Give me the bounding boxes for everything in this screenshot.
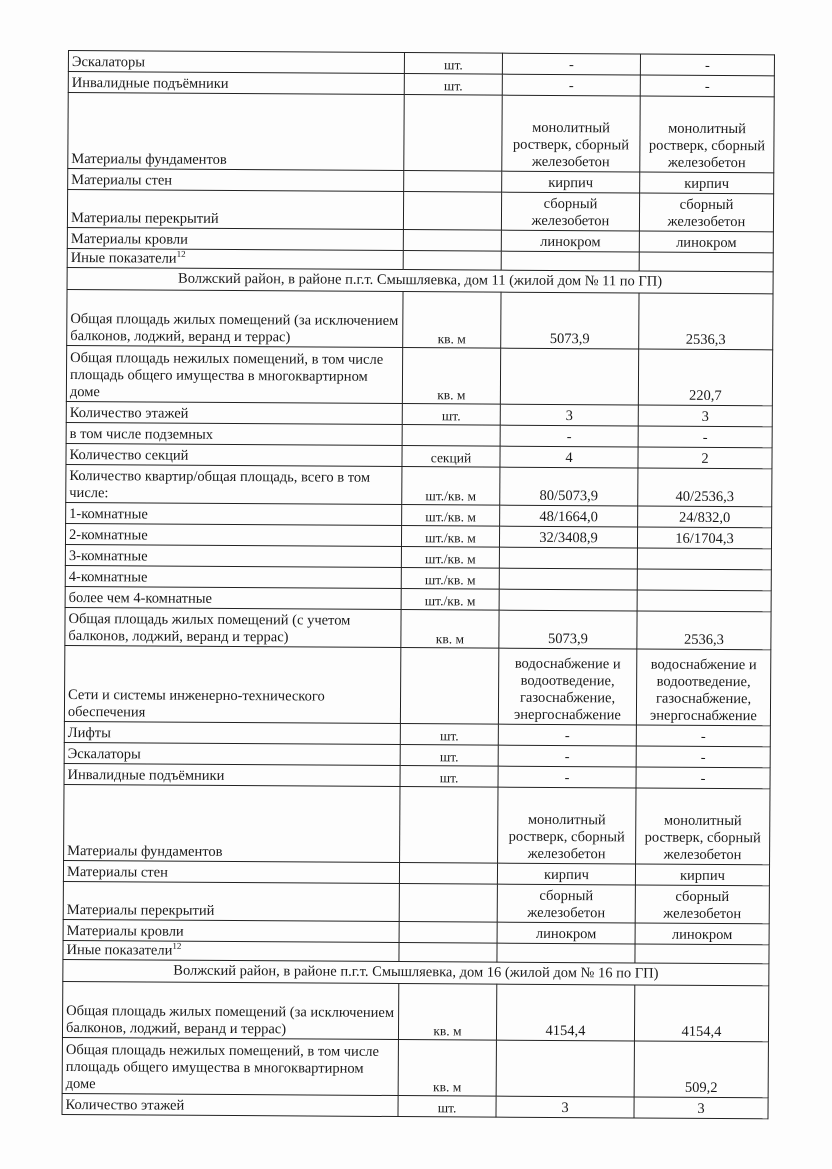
table-row <box>62 981 768 1041</box>
row-label: Общая площадь жилых помещений (с учетом балконов, лоджий, веранд и террас) <box>68 611 351 646</box>
unit-cell <box>403 230 501 252</box>
value-cell-1: - <box>498 724 636 746</box>
row-label: Общая площадь нежилых помещений, в том числе площадь общего имущества в многоквартирном доме <box>65 1042 379 1093</box>
row-label-cell <box>65 544 401 567</box>
unit-cell: шт. <box>404 53 502 75</box>
unit-cell: кв. м <box>398 1040 496 1097</box>
value-cell-2: 16/1704,3 <box>637 527 771 549</box>
table-body <box>62 51 774 1119</box>
value-cell-1: 3 <box>500 404 638 426</box>
row-label: Количество этажей <box>69 405 189 422</box>
document-sheet <box>61 50 773 1119</box>
value-cell-1 <box>499 547 637 569</box>
value-cell-2: - <box>636 746 770 768</box>
value-cell-1: - <box>502 53 640 75</box>
row-label-cell <box>67 190 403 230</box>
value-cell-1: монолитный ростверк, сборный железобетон <box>498 787 636 864</box>
unit-cell: кв. м <box>401 610 499 649</box>
row-label-cell <box>62 1037 398 1095</box>
row-label-cell <box>68 51 404 74</box>
section-header: Волжский район, в районе п.г.т. Смышляевка, дом 16 (жилой дом № 16 по ГП) <box>63 959 769 985</box>
row-label-cell <box>64 763 400 786</box>
row-label-cell <box>65 565 401 588</box>
value-cell-1: линокром <box>501 230 639 252</box>
unit-cell: кв. м <box>403 292 501 349</box>
unit-cell: шт./кв. м <box>401 526 499 548</box>
building-parameters-table <box>61 50 774 1119</box>
value-cell-1: 4 <box>500 446 638 468</box>
unit-cell <box>404 95 502 172</box>
row-label: Материалы фундаментов <box>71 151 227 168</box>
value-cell-2: линокром <box>639 231 773 253</box>
row-label-cell <box>65 523 401 546</box>
value-cell-2: 4154,4 <box>634 985 768 1042</box>
value-cell-1: - <box>500 425 638 447</box>
row-label: Эскалаторы <box>71 54 146 71</box>
value-cell-2: кирпич <box>635 864 769 886</box>
value-cell-2: монолитный ростверк, сборный железобетон <box>640 96 774 173</box>
value-cell-1 <box>499 568 637 590</box>
row-label-cell <box>66 464 402 504</box>
table-row <box>62 1037 768 1097</box>
row-label: Общая площадь нежилых помещений, в том числе площадь общего имущества в многоквартирном доме <box>69 350 384 401</box>
row-label-cell <box>63 860 399 883</box>
row-label: Иные показатели <box>70 250 177 267</box>
table-row <box>64 784 770 864</box>
row-label-cell <box>66 422 402 445</box>
row-label: Количество этажей <box>65 1097 185 1114</box>
row-label-cell <box>65 607 401 647</box>
row-label: Общая площадь жилых помещений (за исключением балконов, лоджий, веранд и террас) <box>65 1003 395 1038</box>
value-cell-1: кирпич <box>497 863 635 885</box>
row-label: Эскалаторы <box>67 746 141 763</box>
value-cell-1: монолитный ростверк, сборный железобетон <box>502 95 640 172</box>
unit-cell <box>399 943 497 963</box>
unit-cell <box>403 251 501 271</box>
unit-cell <box>403 192 501 231</box>
unit-cell: шт./кв. м <box>401 589 499 611</box>
row-label-cell <box>68 72 404 95</box>
value-cell-1 <box>497 943 635 963</box>
row-label-cell <box>64 721 400 744</box>
value-cell-1: - <box>498 745 636 767</box>
row-label: 3-комнатные <box>68 548 148 565</box>
value-cell-1: кирпич <box>502 171 640 193</box>
value-cell-2: 220,7 <box>638 349 772 406</box>
value-cell-1: линокром <box>497 922 635 944</box>
row-label: 2-комнатные <box>68 527 148 544</box>
footnote-ref: 12 <box>172 940 182 951</box>
value-cell-2: - <box>640 54 774 76</box>
unit-cell: шт. <box>402 404 500 426</box>
unit-cell <box>400 648 498 725</box>
value-cell-1: водоснабжение и водоотведение, газоснабжение, энергоснабжение <box>498 648 636 725</box>
row-label-cell <box>64 645 400 723</box>
value-cell-1 <box>500 348 638 405</box>
row-label-cell <box>67 227 403 250</box>
value-cell-1: 80/5073,9 <box>500 467 638 506</box>
unit-cell: шт. <box>400 724 498 746</box>
table-row <box>68 93 774 173</box>
unit-cell: кв. м <box>402 348 500 405</box>
unit-cell: шт. <box>400 745 498 767</box>
unit-cell <box>400 787 498 864</box>
value-cell-1 <box>501 251 639 271</box>
row-label: Материалы стен <box>71 172 173 189</box>
table-row <box>64 645 770 725</box>
value-cell-2: 2536,3 <box>639 293 773 350</box>
row-label: Иные показатели <box>66 942 173 959</box>
value-cell-2 <box>637 548 771 570</box>
unit-cell: секций <box>402 446 500 468</box>
row-label: Инвалидные подъёмники <box>67 767 225 784</box>
row-label: Материалы перекрытий <box>66 902 215 919</box>
row-label: Сети и системы инженерно-технического обеспечения <box>67 687 325 721</box>
value-cell-2: монолитный ростверк, сборный железобетон <box>636 788 770 865</box>
row-label: Количество секций <box>69 447 189 464</box>
table-row <box>67 190 773 232</box>
row-label-cell <box>62 1093 398 1116</box>
unit-cell: кв. м <box>398 984 496 1041</box>
unit-cell: шт. <box>398 1096 496 1118</box>
unit-cell: шт./кв. м <box>402 467 500 506</box>
value-cell-2: 40/2536,3 <box>638 468 772 507</box>
footnote-ref: 12 <box>176 248 186 259</box>
row-label-cell <box>67 248 403 269</box>
row-label: Материалы кровли <box>66 923 184 940</box>
value-cell-2: 3 <box>638 405 772 427</box>
row-label-cell <box>66 401 402 424</box>
value-cell-1: - <box>502 74 640 96</box>
row-label: Количество квартир/общая площадь, всего в том числе: <box>69 468 371 502</box>
row-label-cell <box>67 289 403 347</box>
value-cell-1: 48/1664,0 <box>500 505 638 527</box>
value-cell-1 <box>499 589 637 611</box>
value-cell-2: - <box>640 75 774 97</box>
table-row <box>63 881 769 923</box>
row-label: Общая площадь жилых помещений (за исключением балконов, лоджий, веранд и террас) <box>70 311 399 346</box>
table-row <box>65 607 771 649</box>
unit-cell <box>404 171 502 193</box>
row-label: Материалы фундаментов <box>67 843 223 860</box>
unit-cell: шт. <box>400 766 498 788</box>
value-cell-2: - <box>636 725 770 747</box>
table-row <box>66 345 772 405</box>
row-label-cell <box>66 502 402 525</box>
row-label-cell <box>66 345 402 403</box>
value-cell-1: 5073,9 <box>499 610 637 649</box>
value-cell-2: водоснабжение и водоотведение, газоснабжение, энергоснабжение <box>636 649 770 726</box>
row-label: Материалы кровли <box>70 231 189 248</box>
value-cell-2: - <box>636 767 770 789</box>
unit-cell <box>402 425 500 447</box>
value-cell-2: 24/832,0 <box>638 506 772 528</box>
value-cell-1: сборный железобетон <box>497 884 635 923</box>
value-cell-2: 3 <box>634 1097 768 1119</box>
row-label-cell <box>63 919 399 942</box>
row-label: более чем 4-комнатные <box>68 590 213 607</box>
row-label-cell <box>64 784 400 862</box>
row-label: Материалы перекрытий <box>70 210 219 227</box>
section-header: Волжский район, в районе п.г.т. Смышляевка, дом 11 (жилой дом № 11 по ГП) <box>67 267 773 293</box>
value-cell-2: кирпич <box>640 172 774 194</box>
value-cell-1: 32/3408,9 <box>499 526 637 548</box>
value-cell-1: 4154,4 <box>496 984 634 1041</box>
value-cell-1: 3 <box>496 1096 634 1118</box>
row-label-cell <box>68 93 404 171</box>
value-cell-2: - <box>638 426 772 448</box>
value-cell-2 <box>637 590 771 612</box>
row-label-cell <box>63 881 399 921</box>
row-label: 4-комнатные <box>68 569 148 586</box>
row-label: Лифты <box>67 725 111 742</box>
unit-cell <box>399 863 497 885</box>
unit-cell <box>399 922 497 944</box>
unit-cell: шт./кв. м <box>401 568 499 590</box>
unit-cell: шт. <box>404 74 502 96</box>
table-row <box>62 1093 768 1118</box>
row-label: в том числе подземных <box>69 426 214 443</box>
row-label-cell <box>63 940 399 961</box>
row-label: Инвалидные подъёмники <box>71 75 229 92</box>
row-label: Материалы стен <box>66 864 168 881</box>
row-label-cell <box>66 443 402 466</box>
unit-cell: шт./кв. м <box>401 547 499 569</box>
value-cell-1: - <box>498 766 636 788</box>
value-cell-1: сборный железобетон <box>501 192 639 231</box>
value-cell-2: сборный железобетон <box>639 193 773 232</box>
row-label-cell <box>65 586 401 609</box>
value-cell-2 <box>637 569 771 591</box>
unit-cell <box>399 884 497 923</box>
value-cell-2: сборный железобетон <box>635 885 769 924</box>
row-label-cell <box>64 742 400 765</box>
table-row <box>66 464 772 506</box>
row-label-cell <box>68 169 404 192</box>
value-cell-1 <box>496 1040 634 1097</box>
unit-cell: шт./кв. м <box>402 505 500 527</box>
value-cell-2 <box>635 944 769 964</box>
value-cell-2: 2536,3 <box>637 611 771 650</box>
value-cell-2: линокром <box>635 923 769 945</box>
table-row <box>67 289 773 349</box>
row-label-cell <box>62 981 398 1039</box>
row-label: 1-комнатные <box>69 506 148 523</box>
value-cell-2 <box>639 252 773 272</box>
value-cell-2: 509,2 <box>634 1041 768 1098</box>
value-cell-1: 5073,9 <box>501 292 639 349</box>
value-cell-2: 2 <box>638 447 772 469</box>
